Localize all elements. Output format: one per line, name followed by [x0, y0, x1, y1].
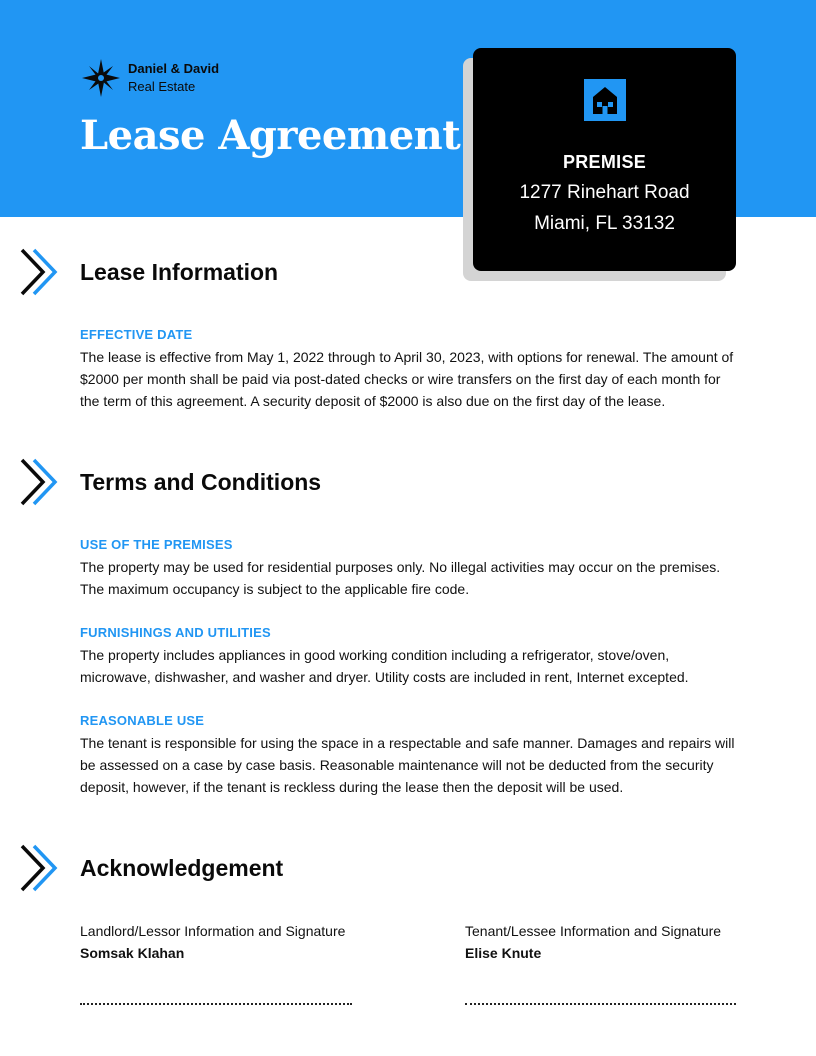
double-chevron-icon: [19, 248, 59, 296]
premise-address-line1: 1277 Rinehart Road: [519, 182, 690, 203]
brand-logo: [80, 57, 219, 99]
landlord-signature-line[interactable]: [80, 1003, 352, 1005]
double-chevron-icon: [19, 844, 59, 892]
premise-card: [473, 48, 736, 271]
text-effective-date: The lease is effective from May 1, 2022 through to April 30, 2023, with options for renewal. The amount of $2000 per month shall be paid via post-dated checks or wire transfers on the first day of each month for the term of this agreement. A security deposit of $2000 is also due on the first day of the lease.: [80, 349, 734, 409]
page-title: Lease Agreement: [80, 112, 461, 159]
section-heading-lease-information: Lease Information: [80, 259, 279, 285]
landlord-signature-label: Landlord/Lessor Information and Signature: [80, 923, 346, 939]
tenant-signature-line[interactable]: [465, 1003, 736, 1005]
text-use-of-premises: The property may be used for residential purposes only. No illegal activities may occur on the premises. The maximum occupancy is subject to the applicable fire code.: [80, 559, 721, 597]
premise-heading: PREMISE: [562, 152, 647, 172]
label-use-of-premises: USE OF THE PREMISES: [80, 537, 233, 552]
landlord-name: Somsak Klahan: [80, 945, 185, 961]
section-heading-acknowledgement: Acknowledgement: [80, 855, 284, 881]
label-reasonable-use: REASONABLE USE: [80, 713, 205, 728]
label-effective-date: EFFECTIVE DATE: [80, 327, 193, 342]
tenant-name: Elise Knute: [465, 945, 542, 961]
text-furnishings-utilities: The property includes appliances in good working condition including a refrigerator, stove/oven, microwave, dishwasher, and washer and dryer. Utility costs are included in rent, Internet excepted.: [80, 647, 689, 685]
tenant-signature-label: Tenant/Lessee Information and Signature: [465, 923, 722, 939]
brand-subtitle: Real Estate: [128, 79, 196, 94]
section-heading-terms-and-conditions: Terms and Conditions: [80, 469, 322, 495]
text-reasonable-use: The tenant is responsible for using the space in a respectable and safe manner. Damages and repairs will be assessed on a case by case basis. Reasonable maintenance will not be deducted from the security deposit, however, if the tenant is reckless during the lease then the deposit will be used.: [80, 735, 735, 795]
premise-address-line2: Miami, FL 33132: [534, 213, 675, 234]
brand-name: Daniel & David: [128, 61, 220, 76]
house-icon: [583, 78, 627, 122]
compass-star-icon: [80, 57, 122, 99]
double-chevron-icon: [19, 458, 59, 506]
label-furnishings-utilities: FURNISHINGS AND UTILITIES: [80, 625, 271, 640]
